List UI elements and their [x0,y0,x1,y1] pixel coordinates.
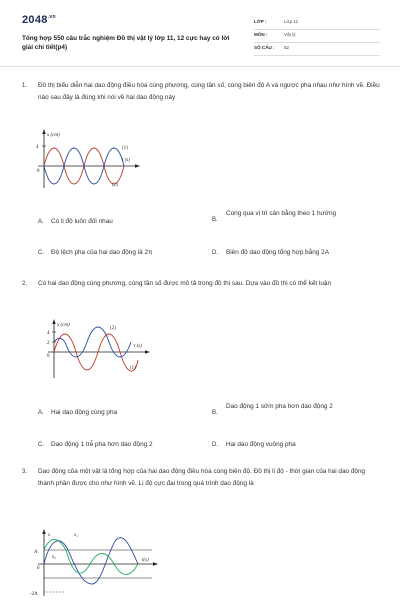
curve-1-label: (1) [130,366,136,371]
x2-label: x₂ [52,555,56,560]
question-text: Đồ thị biểu diễn hai dao động điều hòa cùng phương, cùng tần số, cùng biên độ A và ngược pha nhau như hình vẽ. Điều nào sau đây là đúng khi nói về hai dao động này [38,82,380,101]
option-letter: A. [38,410,44,416]
meta-key: SỐ CÂU : [254,45,275,50]
curve-1-label: (1) [122,146,128,151]
meta-value: 52 [284,45,290,50]
option-text: Độ lệch pha của hai dao động là 2π [51,249,153,256]
meta-key: MÔN : [254,32,268,37]
origin-label: 0 [37,566,40,571]
option-text: Cùng qua vị trí cân bằng theo 1 hướng [226,210,337,217]
option-text: Dao động 1 trễ pha hơn dao động 2 [51,441,153,448]
t-axis-label: t (s) [134,344,142,349]
option-text: Biên độ dao động tổng hợp bằng 2A [226,249,329,256]
document-header [0,0,400,62]
t-axis-label: t(s) [142,558,149,563]
tick-label-a: A [34,550,38,555]
tick-label-2: 2 [47,341,50,346]
y-axis-label: x [48,533,51,538]
option-letter: B. [212,217,218,223]
tick-label-top: 4 [36,145,39,150]
option-letter: B. [212,410,218,416]
t-axis-label: t (s) [122,158,130,163]
option-letter: D. [212,250,218,256]
option-text: Dao động 1 sớm pha hơn dao động 2 [226,403,333,410]
question-2-figure [40,316,152,382]
document-meta [254,17,380,56]
meta-value: Lớp 11 [284,19,299,24]
origin-label: 0 [37,169,40,174]
option-letter: D. [212,442,218,448]
curve-2-label: (2) [112,183,118,188]
y-axis-label: x (cm) [57,323,70,328]
question-text: Có hai dao động cùng phương, cùng tần số được mô tả trong đồ thị sau. Dựa vào đồ thị có thể kết luận [38,280,332,287]
meta-value: Vật lý [284,32,296,37]
origin-label: 0 [47,354,50,359]
meta-key: LỚP : [254,19,267,24]
document-title: Tổng hợp 550 câu trắc nghiệm Đồ thị vật lý lớp 11, 12 cực hay có lời giải chi tiết(p4) [22,35,230,51]
question-1-figure [30,126,142,194]
x1-label: x₁ [74,533,78,538]
option-letter: C. [38,442,44,448]
tick-label-neg2a: -2A [30,592,38,597]
tick-label-4: 4 [47,331,50,336]
option-text: Hai dao động cùng pha [51,409,118,416]
meta-row-class [254,17,380,30]
question-number: 1. [22,83,28,89]
y-axis-label: x (cm) [47,133,60,138]
option-text: Có li độ luôn đối nhau [51,218,113,225]
curve-2-label: (2) [110,326,116,331]
meta-row-subject [254,30,380,43]
question-number: 3. [22,469,28,475]
question-number: 2. [22,281,28,287]
meta-row-count [254,43,380,56]
question-3-figure [30,528,160,598]
option-letter: A. [38,219,44,225]
option-text: Hai dao động vuông pha [226,441,296,448]
option-letter: C. [38,250,44,256]
question-text: Dao động của một vật là tổng hợp của hai dao động điều hòa cùng biên độ. Đồ thị li độ - thời gian của hai dao động thành phần được cho như hình vẽ. Li độ cực đại trong quá trình dao động là [38,468,366,487]
header-divider [0,66,400,67]
site-logo[interactable]: $2048^{.vn}$ [22,14,56,26]
